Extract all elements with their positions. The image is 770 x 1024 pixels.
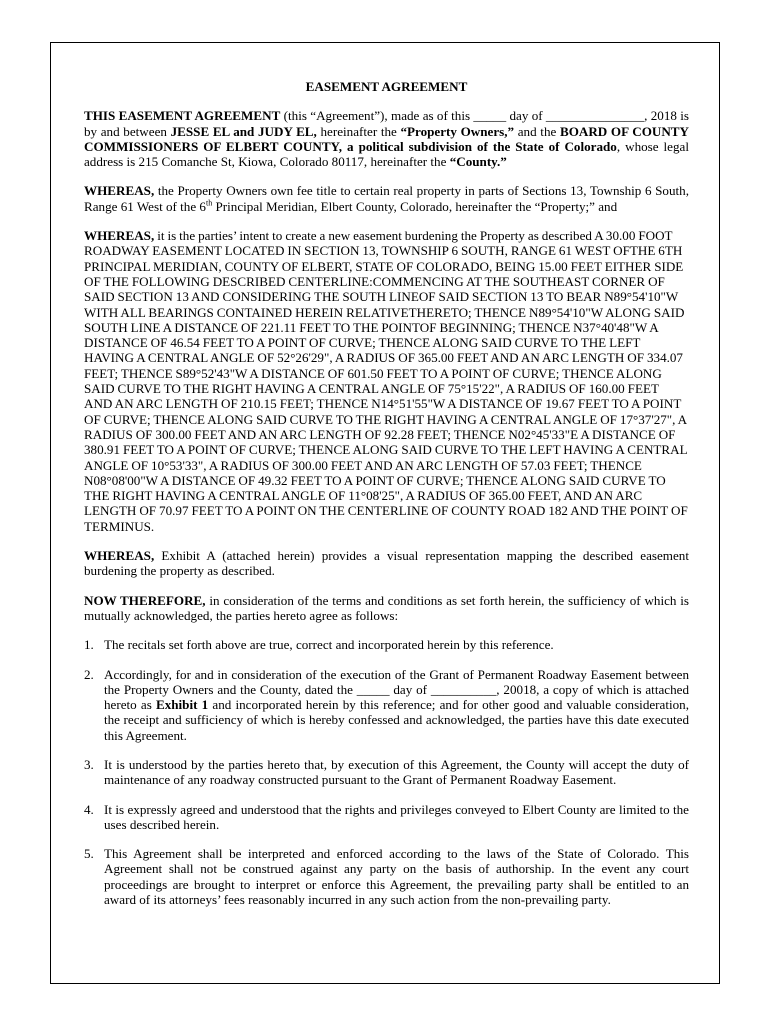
whereas-property-paragraph: WHEREAS, the Property Owners own fee title to certain real property in parts of Sections 13, Township 6 South, Range 61 West of the 6th Principal Meridian, Elbert County, Colorado, hereinafter the “Property;” and [84, 183, 689, 214]
list-item: 4. It is expressly agreed and understood that the rights and privileges conveyed to Elbert County are limited to the uses described herein. [84, 801, 689, 832]
parties-names: JESSE EL and JUDY EL, [170, 123, 317, 139]
list-item: 1. The recitals set forth above are true, correct and incorporated herein by this reference. [84, 637, 554, 653]
property-owners-term: “Property Owners,” [400, 123, 515, 139]
document-title: EASEMENT AGREEMENT [305, 79, 468, 94]
county-term: “County.” [449, 154, 507, 170]
agreement-terms-list [84, 637, 689, 907]
document-body [84, 79, 689, 921]
whereas-exhibit-paragraph: WHEREAS, Exhibit A (attached herein) provides a visual representation mapping the described easement burdening the property as described. [84, 548, 689, 579]
list-item: 3. It is understood by the parties hereto that, by execution of this Agreement, the County will accept the duty of maintenance of any roadway constructed pursuant to the Grant of Permanent Roadway Easement. [84, 756, 689, 788]
now-therefore-paragraph: NOW THEREFORE, in consideration of the terms and conditions as set forth herein, the sufficiency of which is mutually acknowledged, the parties hereto agree as follows: [84, 592, 690, 623]
legal-description: it is the parties’ intent to create a new easement burdening the Property as described A 30.00 FOOT ROADWAY EASEMENT LOCATED IN SECTION 13, TOWNSHIP 6 SOUTH, RANGE 61 WEST OFTHE 6TH PRINCIPAL MERIDIAN, COUNTY OF ELBERT, STATE OF COLORADO, BEING 15.00 FEET EITHER SIDE OF THE FOLLOWING DESCRIBED CENTERLINE:COMMENCING AT THE SOUTHEAST CORNER OF SAID SECTION 13 AND CONSIDERING THE SOUTH LINEOF SAID SECTION 13 TO BEAR N89°54'10"W WITH ALL BEARINGS CONTAINED HEREIN RELATIVETHERETO; THENCE N89°54'10"W ALONG SAID SOUTH LINE A DISTANCE OF 221.11 FEET TO THE POINTOF BEGINNING; THENCE N37°40'48"W A DISTANCE OF 46.54 FEET TO A POINT OF CURVE; THENCE ALONG SAID CURVE TO THE LEFT HAVING A CENTRAL ANGLE OF 52°26'29", A RADIUS OF 365.00 FEET AND AN ARC LENGTH OF 334.07 FEET; THENCE S89°52'43"W A DISTANCE OF 601.50 FEET TO A POINT OF CURVE; THENCE ALONG SAID CURVE TO THE RIGHT HAVING A CENTRAL ANGLE OF 75°15'22", A RADIUS OF 160.00 FEET AND AN ARC LENGTH OF 210.15 FEET; THENCE N14°51'55"W A DISTANCE OF 19.67 FEET TO A POINT OF CURVE; THENCE ALONG SAID CURVE TO THE RIGHT HAVING A CENTRAL ANGLE OF 17°37'27", A RADIUS OF 300.00 FEET AND AN ARC LENGTH OF 92.28 FEET; THENCE N02°45'33"E A DISTANCE OF 380.91 FEET TO A POINT OF CURVE; THENCE ALONG SAID CURVE TO THE LEFT HAVING A CENTRAL ANGLE OF 10°53'33", A RADIUS OF 300.00 FEET AND AN ARC LENGTH OF 57.03 FEET; THENCE N08°08'00"W A DISTANCE OF 49.32 FEET TO A POINT OF CURVE; THENCE ALONG SAID CURVE TO THE RIGHT HAVING A CENTRAL ANGLE OF 11°08'25", A RADIUS OF 365.00 FEET, AND AN ARC LENGTH OF 70.97 FEET TO A POINT ON THE CENTERLINE OF COUNTY ROAD 182 AND THE POINT OF TERMINUS. [84, 228, 688, 534]
intro-lead: THIS EASEMENT AGREEMENT [84, 108, 281, 124]
intro-paragraph: THIS EASEMENT AGREEMENT (this “Agreement”), made as of this _____ day of _______________, 2018 is by and between JESSE EL and JUDY EL, hereinafter the “Property Owners,” and the BOARD OF COUNTY COMMISSIONERS OF ELBERT COUNTY, a political subdivision of the State of Colorado, whose legal address is 215 Comanche St, Kiowa, Colorado 80117, hereinafter the “County.” [84, 108, 690, 170]
list-item: 2. Accordingly, for and in consideration of the execution of the Grant of Permanent Roadway Easement between the Property Owners and the County, dated the _____ day of __________, 20018, a copy of which is attached hereto as Exhibit 1 and incorporated herein by this reference; and for other good and valuable consideration, the receipt and sufficiency of which is hereby confessed and acknowledged, the parties have this date executed this Agreement. [84, 666, 689, 743]
whereas-easement-paragraph: WHEREAS, it is the parties’ intent to create a new easement burdening the Property as described A 30.00 FOOT ROADWAY EASEMENT LOCATED IN SECTION 13, TOWNSHIP 6 SOUTH, RANGE 61 WEST OFTHE 6TH PRINCIPAL MERIDIAN, COUNTY OF ELBERT, STATE OF COLORADO, BEING 15.00 FEET EITHER SIDE OF THE FOLLOWING DESCRIBED CENTERLINE:COMMENCING AT THE SOUTHEAST CORNER OF SAID SECTION 13 AND CONSIDERING THE SOUTH LINEOF SAID SECTION 13 TO BEAR N89°54'10"W WITH ALL BEARINGS CONTAINED HEREIN RELATIVETHERETO; THENCE N89°54'10"W ALONG SAID SOUTH LINE A DISTANCE OF 221.11 FEET TO THE POINTOF BEGINNING; THENCE N37°40'48"W A DISTANCE OF 46.54 FEET TO A POINT OF CURVE; THENCE ALONG SAID CURVE TO THE LEFT HAVING A CENTRAL ANGLE OF 52°26'29", A RADIUS OF 365.00 FEET AND AN ARC LENGTH OF 334.07 FEET; THENCE S89°52'43"W A DISTANCE OF 601.50 FEET TO A POINT OF CURVE; THENCE ALONG SAID CURVE TO THE RIGHT HAVING A CENTRAL ANGLE OF 75°15'22", A RADIUS OF 160.00 FEET AND AN ARC LENGTH OF 210.15 FEET; THENCE N14°51'55"W A DISTANCE OF 19.67 FEET TO A POINT OF CURVE; THENCE ALONG SAID CURVE TO THE RIGHT HAVING A CENTRAL ANGLE OF 17°37'27", A RADIUS OF 300.00 FEET AND AN ARC LENGTH OF 92.28 FEET; THENCE N02°45'33"E A DISTANCE OF 380.91 FEET TO A POINT OF CURVE; THENCE ALONG SAID CURVE TO THE LEFT HAVING A CENTRAL ANGLE OF 10°53'33", A RADIUS OF 300.00 FEET AND AN ARC LENGTH OF 57.03 FEET; THENCE N08°08'00"W A DISTANCE OF 49.32 FEET TO A POINT OF CURVE; THENCE ALONG SAID CURVE TO THE RIGHT HAVING A CENTRAL ANGLE OF 11°08'25", A RADIUS OF 365.00 FEET, AND AN ARC LENGTH OF 70.97 FEET TO A POINT ON THE CENTERLINE OF COUNTY ROAD 182 AND THE POINT OF TERMINUS. [84, 228, 688, 534]
list-item: 5. This Agreement shall be interpreted and enforced according to the laws of the State of Colorado. This Agreement shall not be construed against any party on the basis of authorship. In the event any court proceedings are brought to interpret or enforce this Agreement, the prevailing party shall be entitled to an award of its attorneys’ fees reasonably incurred in any such action from the non-prevailing party. [84, 846, 689, 908]
board-name: BOARD OF COUNTY COMMISSIONERS OF ELBERT COUNTY, a political subdivision of the State of Colorado [84, 123, 690, 154]
document-page [50, 42, 720, 984]
exhibit-reference: Exhibit 1 [155, 697, 209, 713]
